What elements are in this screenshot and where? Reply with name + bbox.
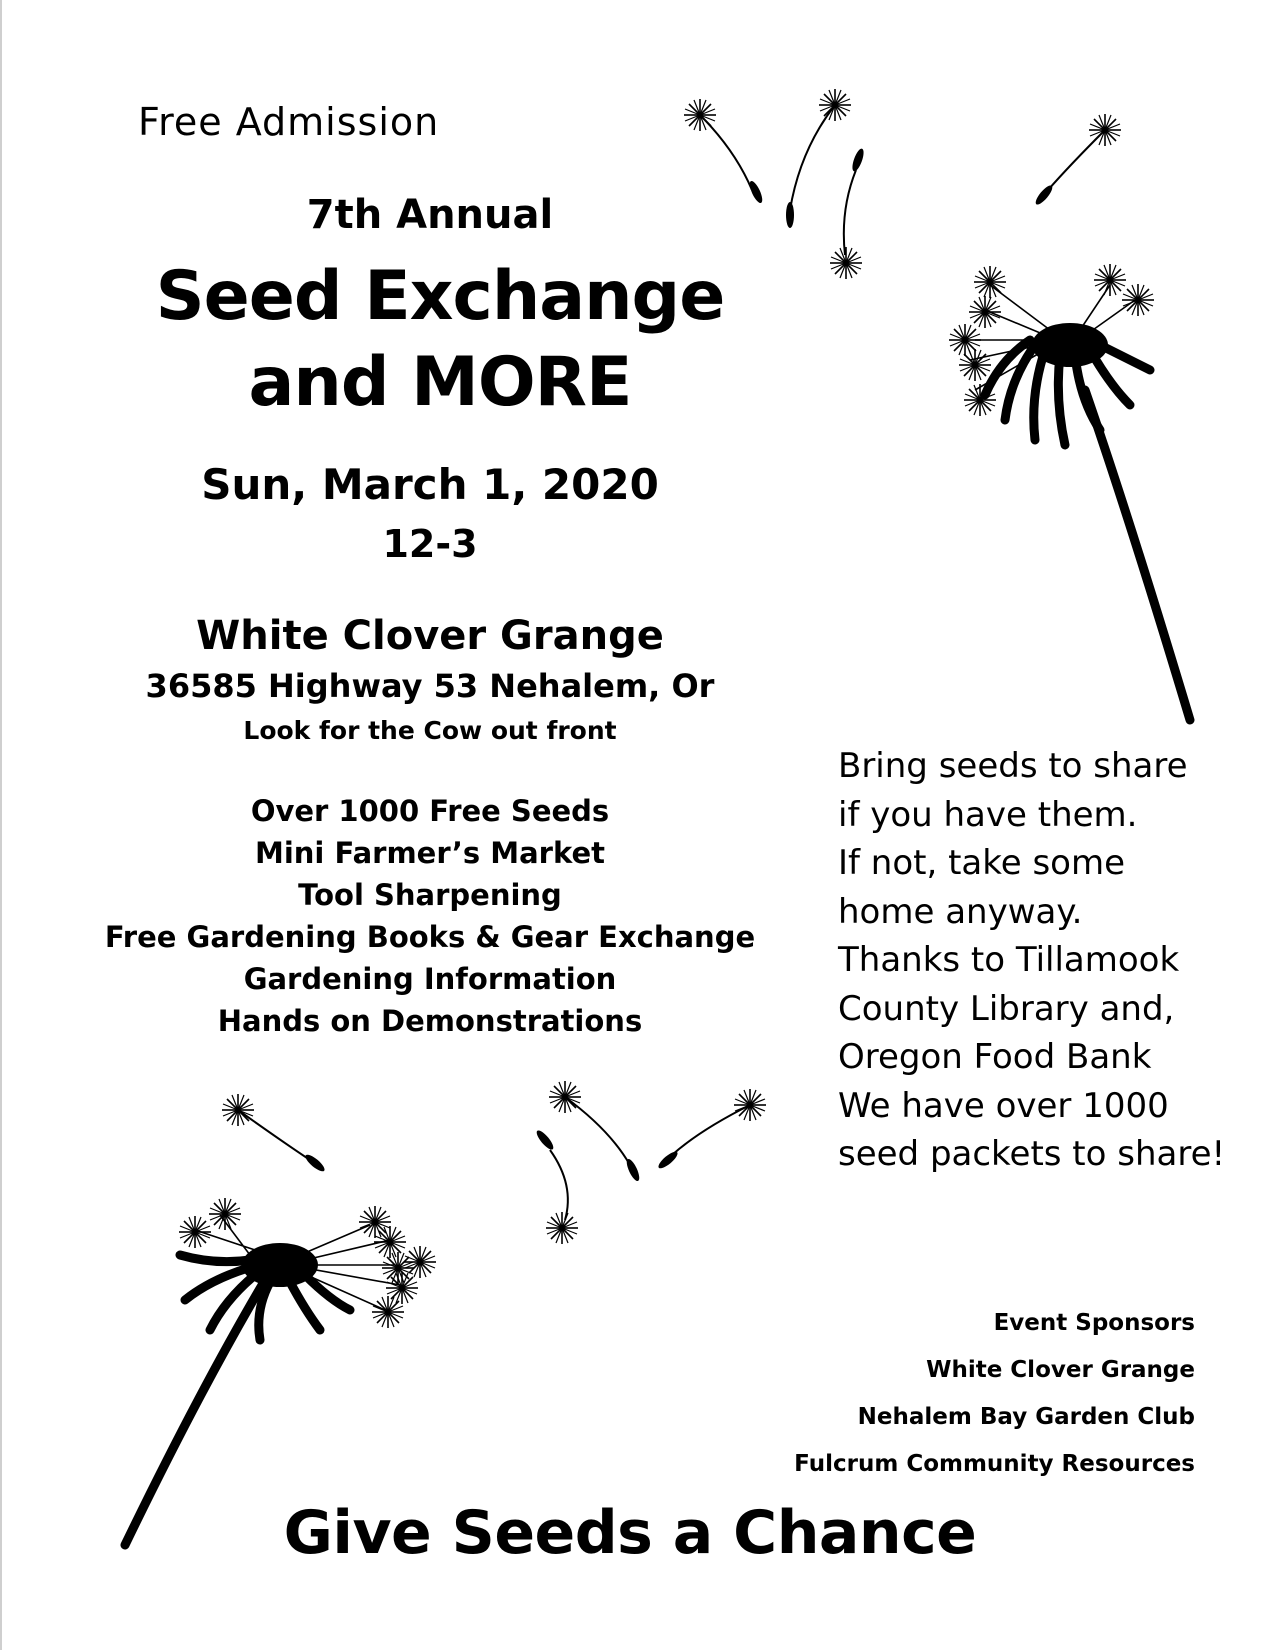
feature-item: Tool Sharpening — [298, 878, 562, 912]
note-line: Bring seeds to share — [838, 746, 1188, 786]
venue-name: White Clover Grange — [196, 613, 664, 659]
sponsors-heading: Event Sponsors — [993, 1310, 1195, 1336]
sponsor-name: Nehalem Bay Garden Club — [857, 1404, 1195, 1430]
feature-item: Mini Farmer’s Market — [254, 836, 605, 870]
floating-seed — [222, 1094, 327, 1174]
dandelion-bottom-left — [125, 1198, 436, 1545]
dandelion-top-right — [949, 264, 1190, 720]
feature-item: Free Gardening Books & Gear Exchange — [104, 920, 756, 954]
feature-list — [80, 790, 780, 1042]
free-admission-label: Free Admission — [138, 100, 440, 144]
note-line: if you have them. — [838, 794, 1138, 835]
floating-seed — [656, 1089, 766, 1171]
note-line: Oregon Food Bank — [838, 1037, 1152, 1077]
feature-item: Gardening Information — [243, 962, 617, 996]
floating-seed — [684, 99, 765, 205]
note-line: County Library and, — [838, 988, 1175, 1029]
edition-label: 7th Annual — [306, 192, 554, 238]
note-line: We have over 1000 — [838, 1085, 1169, 1126]
note-line: If not, take some — [838, 843, 1126, 883]
event-time: 12-3 — [382, 522, 478, 566]
seed-sharing-note — [838, 742, 1268, 1179]
feature-item: Over 1000 Free Seeds — [250, 794, 610, 828]
event-title-line-1: Seed Exchange — [155, 257, 725, 336]
venue-landmark: Look for the Cow out front — [243, 716, 617, 745]
sponsor-name: White Clover Grange — [926, 1357, 1195, 1383]
note-line: home anyway. — [838, 891, 1083, 932]
slogan: Give Seeds a Chance — [283, 1498, 977, 1568]
sponsor-name: Fulcrum Community Resources — [794, 1451, 1195, 1477]
note-line: seed packets to share! — [838, 1134, 1226, 1174]
floating-seed — [830, 147, 866, 279]
feature-item: Hands on Demonstrations — [217, 1004, 643, 1038]
event-date: Sun, March 1, 2020 — [201, 460, 659, 509]
floating-seed — [1033, 114, 1121, 207]
sponsor-list — [675, 1300, 1195, 1488]
event-title-line-2: and MORE — [248, 343, 632, 422]
note-line: Thanks to Tillamook — [838, 940, 1180, 980]
floating-seed — [534, 1128, 578, 1244]
floating-seed — [786, 89, 851, 228]
venue-address: 36585 Highway 53 Nehalem, Or — [145, 667, 715, 705]
floating-seed — [549, 1081, 642, 1183]
